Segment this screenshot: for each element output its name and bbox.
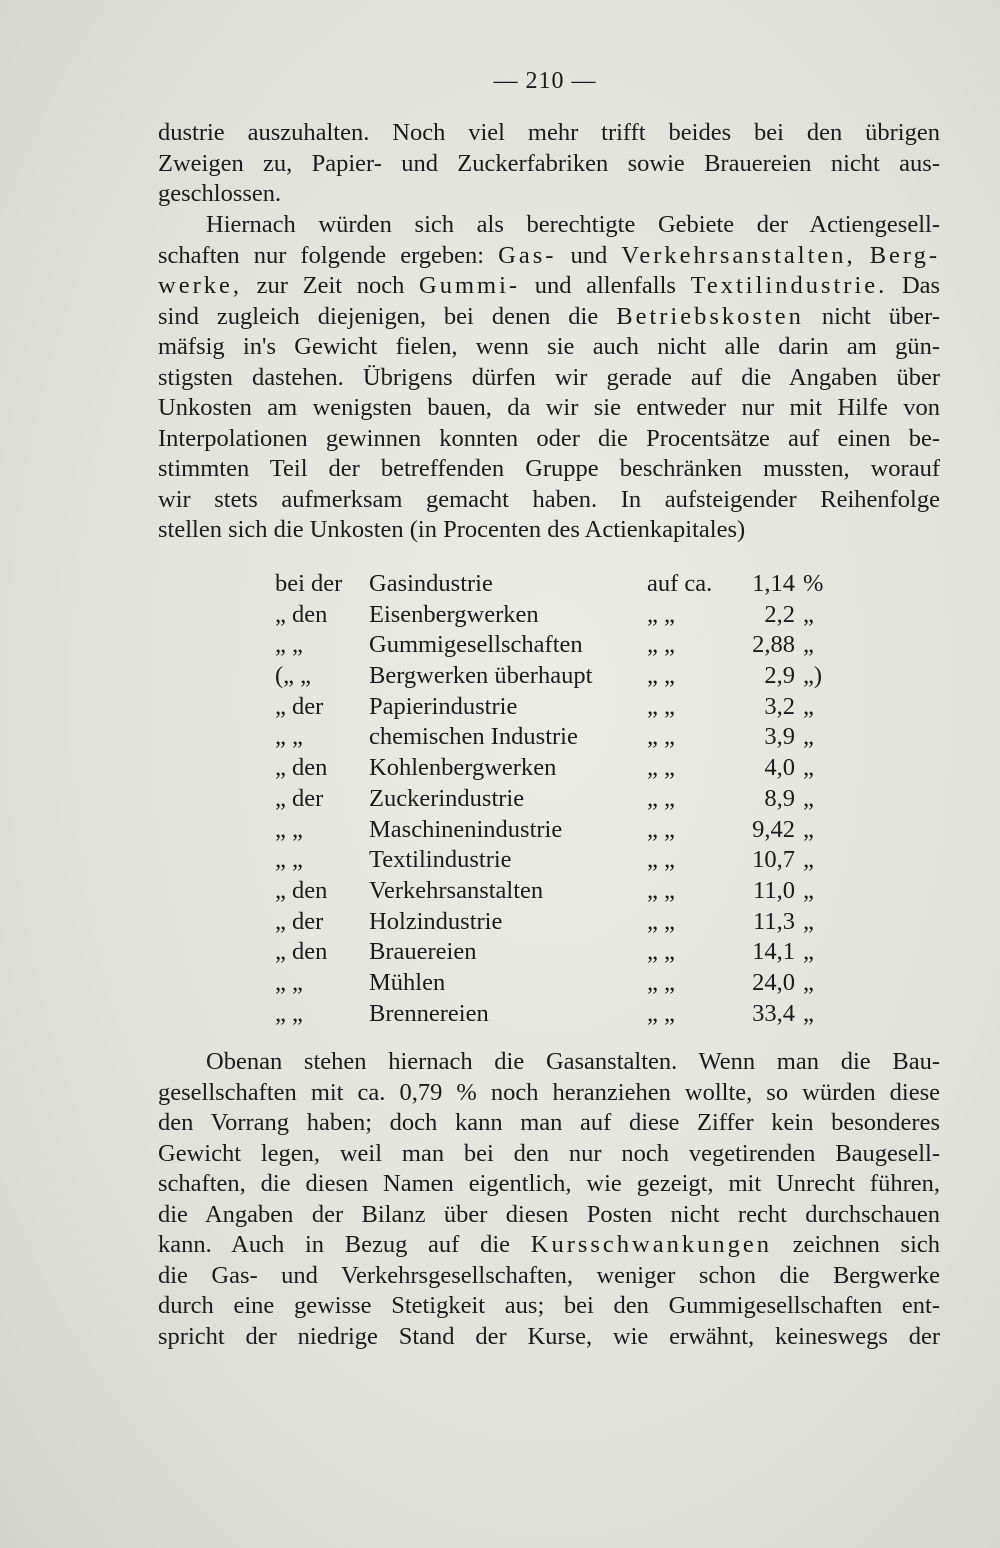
text-line: Unkosten am wenigsten bauen, da wir sie entweder nur mit Hilfe von	[158, 394, 940, 421]
row-prefix: „ „	[275, 999, 303, 1027]
cost-value: 3,2	[764, 692, 795, 720]
text-line: gesellschaften mit ca. 0,79 % noch heranziehen wollte, so würden diese	[158, 1078, 940, 1106]
text-line: Interpolationen gewinnen konnten oder die Procentsätze auf einen be-	[158, 424, 940, 452]
text-line: wir stets aufmerksam gemacht haben. In aufsteigender Reihenfolge	[158, 485, 940, 513]
qualifier: „ „	[647, 662, 675, 690]
industry-name: Gasindustrie	[369, 570, 493, 597]
cost-value: 11,3	[753, 907, 795, 935]
unit-mark: „	[803, 907, 814, 935]
unit-mark: „	[803, 600, 814, 628]
cost-value: 2,9	[764, 662, 795, 690]
text-line: die Angaben der Bilanz über diesen Posten nicht recht durchschauen	[158, 1200, 940, 1228]
industry-name: Brennereien	[369, 999, 489, 1027]
unit-mark: „	[803, 999, 814, 1027]
cost-value: 8,9	[764, 784, 795, 812]
row-prefix: „ „	[275, 968, 303, 996]
table-row	[275, 877, 835, 908]
qualifier: auf ca.	[647, 570, 713, 597]
row-prefix: „ den	[275, 876, 328, 904]
paragraph-2	[158, 210, 940, 546]
unit-mark: „)	[803, 662, 823, 690]
table-row	[275, 631, 835, 662]
cost-value: 4,0	[764, 754, 795, 782]
cost-value: 2,88	[752, 631, 795, 659]
text-line: den Vorrang haben; doch kann man auf diese Ziffer kein besonderes	[158, 1109, 940, 1136]
text-line: werke, zur Zeit noch Gummi- und allenfalls Textilindustrie. Das	[158, 272, 941, 299]
cost-table	[275, 570, 835, 1030]
table-row	[275, 1000, 835, 1031]
qualifier: „ „	[647, 938, 675, 966]
text-line: kann. Auch in Bezug auf die Kursschwankungen zeichnen sich	[158, 1231, 941, 1258]
unit-mark: „	[803, 938, 814, 966]
qualifier: „ „	[647, 876, 675, 904]
table-row	[275, 601, 835, 632]
cost-value: 2,2	[764, 600, 795, 628]
industry-name: Maschinenindustrie	[369, 815, 563, 843]
text-line: durch eine gewisse Stetigkeit aus; bei den Gummigesellschaften ent-	[158, 1292, 940, 1319]
qualifier: „ „	[647, 784, 675, 812]
row-prefix: „ „	[275, 815, 303, 843]
row-prefix: bei der	[275, 570, 343, 597]
row-prefix: „ der	[275, 784, 324, 812]
text-line: sind zugleich diejenigen, bei denen die Betriebskosten nicht über-	[158, 302, 941, 330]
qualifier: „ „	[647, 907, 675, 935]
text-line: stellen sich die Unkosten (in Procenten des Actienkapitales)	[158, 516, 746, 543]
unit-mark: „	[803, 815, 814, 843]
paragraph-3	[158, 1047, 940, 1352]
cost-value: 10,7	[752, 846, 795, 874]
industry-name: Papierindustrie	[369, 692, 518, 720]
unit-mark: „	[803, 846, 814, 874]
cost-value: 11,0	[753, 876, 795, 904]
row-prefix: „ der	[275, 907, 324, 935]
text-line: Hiernach würden sich als berechtigte Gebiete der Actiengesell-	[206, 211, 940, 238]
text-line: Zweigen zu, Papier- und Zuckerfabriken sowie Brauereien nicht aus-	[158, 149, 940, 177]
row-prefix: „ den	[275, 938, 328, 966]
cost-value: 14,1	[752, 938, 795, 966]
qualifier: „ „	[647, 600, 675, 628]
row-prefix: („ „	[275, 662, 312, 690]
text-line: Gewicht legen, weil man bei den nur noch vegetirenden Baugesell-	[158, 1139, 940, 1167]
unit-mark: „	[803, 784, 814, 812]
industry-name: Verkehrsanstalten	[369, 876, 544, 904]
cost-value: 3,9	[764, 723, 795, 751]
row-prefix: „ den	[275, 600, 328, 628]
text-line: mäfsig in's Gewicht fielen, wenn sie auch nicht alle darin am gün-	[158, 333, 940, 360]
table-row	[275, 693, 835, 724]
row-prefix: „ den	[275, 754, 328, 782]
table-row	[275, 662, 835, 693]
qualifier: „ „	[647, 754, 675, 782]
industry-name: Gummigesellschaften	[369, 631, 583, 659]
unit-mark: „	[803, 968, 814, 996]
industry-name: Mühlen	[369, 968, 446, 996]
text-line: die Gas- und Verkehrsgesellschaften, weniger schon die Bergwerke	[158, 1261, 940, 1289]
text-line: schaften nur folgende ergeben: Gas- und Verkehrsanstalten, Berg-	[158, 241, 941, 269]
industry-name: Eisenbergwerken	[369, 600, 539, 628]
table-row	[275, 570, 835, 601]
table-row	[275, 816, 835, 847]
qualifier: „ „	[647, 723, 675, 751]
qualifier: „ „	[647, 692, 675, 720]
unit-mark: %	[803, 570, 824, 597]
qualifier: „ „	[647, 999, 675, 1027]
text-line: geschlossen.	[158, 180, 282, 207]
industry-name: Holzindustrie	[369, 907, 503, 935]
industry-name: chemischen Industrie	[369, 723, 578, 751]
unit-mark: „	[803, 723, 814, 751]
qualifier: „ „	[647, 631, 675, 659]
unit-mark: „	[803, 631, 814, 659]
qualifier: „ „	[647, 968, 675, 996]
qualifier: „ „	[647, 846, 675, 874]
industry-name: Textilindustrie	[369, 846, 512, 874]
table-row	[275, 723, 835, 754]
unit-mark: „	[803, 692, 814, 720]
unit-mark: „	[803, 754, 814, 782]
table-row	[275, 754, 835, 785]
unit-mark: „	[803, 876, 814, 904]
text-line: schaften, die diesen Namen eigentlich, wie gezeigt, mit Unrecht führen,	[158, 1170, 940, 1197]
table-row	[275, 846, 835, 877]
row-prefix: „ „	[275, 723, 303, 751]
cost-value: 33,4	[752, 999, 795, 1027]
paragraph-1	[158, 118, 940, 210]
table-row	[275, 969, 835, 1000]
cost-value: 9,42	[752, 815, 795, 843]
industry-name: Brauereien	[369, 938, 477, 966]
row-prefix: „ der	[275, 692, 324, 720]
cost-value: 24,0	[752, 968, 795, 996]
qualifier: „ „	[647, 815, 675, 843]
table-row	[275, 785, 835, 816]
page-number: — 210 —	[493, 68, 597, 94]
text-line: spricht der niedrige Stand der Kurse, wie erwähnt, keineswegs der	[158, 1322, 940, 1350]
text-line: dustrie auszuhalten. Noch viel mehr trifft beides bei den übrigen	[158, 119, 940, 146]
table-row	[275, 908, 835, 939]
industry-name: Zuckerindustrie	[369, 784, 525, 812]
row-prefix: „ „	[275, 631, 303, 659]
text-line: stimmten Teil der betreffenden Gruppe beschränken mussten, worauf	[158, 455, 940, 482]
table-row	[275, 938, 835, 969]
cost-value: 1,14	[752, 570, 795, 597]
industry-name: Bergwerken überhaupt	[369, 662, 593, 690]
row-prefix: „ „	[275, 846, 303, 874]
text-line: Obenan stehen hiernach die Gasanstalten. Wenn man die Bau-	[206, 1048, 940, 1075]
industry-name: Kohlenbergwerken	[369, 754, 557, 782]
text-line: stigsten dastehen. Übrigens dürfen wir gerade auf die Angaben über	[158, 363, 940, 391]
